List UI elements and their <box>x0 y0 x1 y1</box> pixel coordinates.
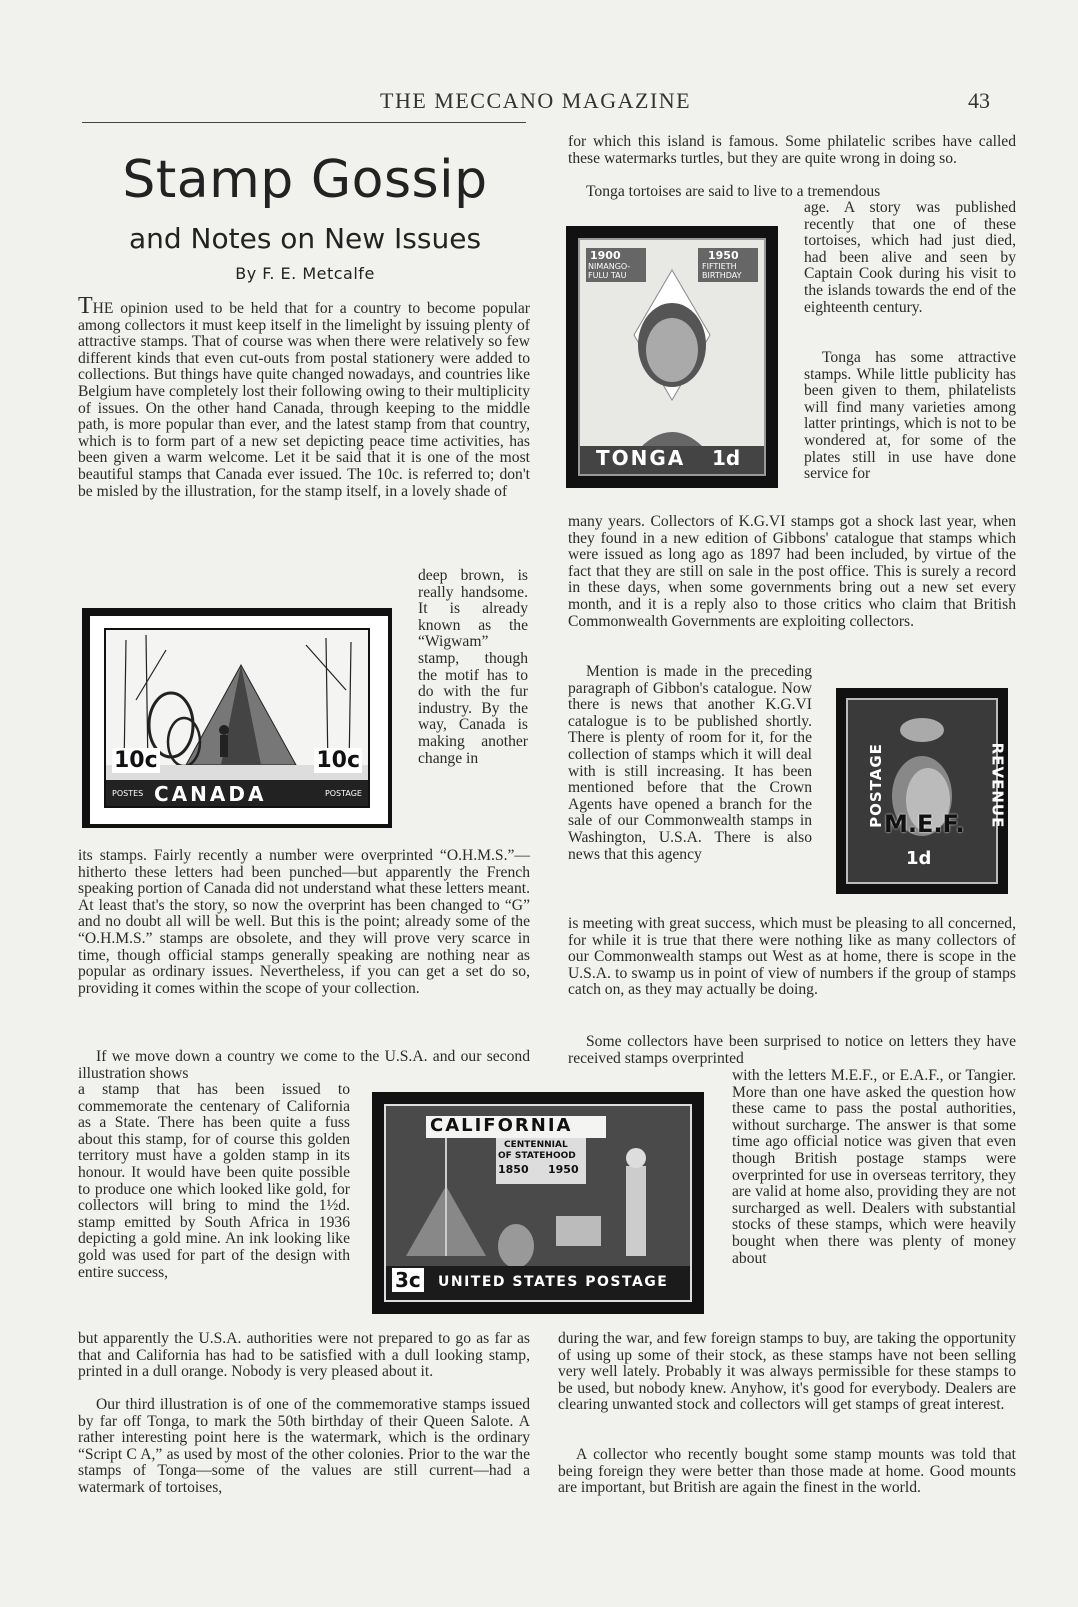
paragraph-usa-intro: If we move down a country we come to the U.S.A. and our second illustration shows <box>78 1048 530 1082</box>
tonga-year-right: 1950 <box>708 249 739 262</box>
california-stamp-image <box>372 1092 704 1314</box>
page-number: 43 <box>968 88 990 113</box>
mef-value: 1d <box>906 848 932 869</box>
paragraph-dealers: during the war, and few foreign stamps to buy, are taking the opportunity of using up some of their stock, as these stamps have not been selling very well lately. Probably it was always permissible for these stamps to be used, but nobody knew. Anyhow, it's good for everybody. Dealers are clearing unwanted stock and collectors will get stamps of great interest. <box>558 1330 1016 1414</box>
paragraph-intro <box>78 293 530 500</box>
tonga-year-left: 1900 <box>590 249 621 262</box>
paragraph-overprint-side: with the letters M.E.F., or E.A.F., or Tangier. More than one have asked the question how these came to pass the postal authorities, without surcharge. The answer is that some time ago official notice was given that even though British postage stamps were overprinted for use in overseas territory, they are valid at home also, providing they are not surcharged as well. Dealers with substantial stocks of these stamps, which were heavily bought when there was plenty of money about <box>732 1067 1016 1267</box>
paragraph-text: HE opinion used to be held that for a country to become popular among collectors it must keep itself in the limelight by issuing plenty of attractive stamps. That of course was when there were relatively so few different kinds that even cut-outs from postal stationery were added to collections. But things have quite changed nowadays, and countries like Belgium have completely lost their following owing to their multiplicity of issues. On the other hand Canada, through keeping to the middle path, is more popular than ever, and the latest stamp from that country, which is to form part of a new set depicting peace time activities, has been given a warm welcome. Let it be said that it is one of the most beautiful stamps that Canada ever issued. The 10c. is referred to; don't be misled by the illustration, for the stamp itself, in a lovely shade of <box>78 300 530 500</box>
paragraph-catalogue-side: Mention is made in the preceding paragraph of Gibbon's catalogue. Now there is news that another K.G.VI catalogue is to be published shortly. There is plenty of room for it, for the collection of stamps which it will deal with is still increasing. It has been mentioned before that the Crown Agents have opened a branch for the sale of our Commonwealth stamps in Washington, U.S.A. There is also news that this agency <box>568 663 812 863</box>
article-title: Stamp Gossip <box>122 150 488 210</box>
paragraph-usa-end: but apparently the U.S.A. authorities were not prepared to go as far as that and California has had to be satisfied with a dull looking stamp, printed in a dull orange. Nobody is very pleased about it. <box>78 1330 530 1381</box>
paragraph-side-canada: deep brown, is really handsome. It is already known as the “Wigwam” stamp, though the motif has to do with the fur industry. By the way, Canada is making another change in <box>418 567 528 767</box>
running-header <box>0 86 1078 126</box>
california-value: 3c <box>392 1268 424 1292</box>
header-rule <box>82 122 526 123</box>
california-title: CALIFORNIA <box>430 1115 573 1136</box>
california-centennial: CENTENNIAL <box>504 1140 568 1150</box>
paragraph-mounts: A collector who recently bought some stamp mounts was told that being foreign they were better than those made at home. Good mounts are important, but British are again the finest in the world. <box>558 1446 1016 1497</box>
paragraph-overprint-start: Some collectors have been surprised to notice on letters they have received stamps overprinted <box>568 1033 1016 1067</box>
paragraph-canada-cont: its stamps. Fairly recently a number were overprinted “O.H.M.S.”—hitherto these letters had been punched—but apparently the French speaking portion of Canada did not understand what these letters meant. At least that's the story, so now the overprint has been changed to “G” and no doubt all will be well. But this is the point; already some of the “O.H.M.S.” stamps are obsolete, and they will prove very scarce in time, though official stamps generally speaking are nothing near as popular as ordinary issues. Nevertheless, if you can get a set do so, providing it comes within the scope of your collection. <box>78 847 530 997</box>
canada-stamp-image <box>82 608 392 828</box>
paragraph-usa-side: a stamp that has been issued to commemorate the centenary of California as a State. There has been quite a fuss about this stamp, for of course this golden territory must have a golden stamp in its honour. It would have been quite possible to produce one which looked like gold, for collectors will bring to mind the 1½d. stamp emitted by South Africa in 1936 depicting a gold mine. An ink looking like gold was used for part of the design with entire success, <box>78 1081 350 1281</box>
california-bottom-label: UNITED STATES POSTAGE <box>438 1274 669 1290</box>
stamp-left-word: POSTES <box>112 789 144 798</box>
paragraph-agency: is meeting with great success, which must be pleasing to all concerned, for while it is true that there were nothing like as many collectors of our Commonwealth stamps out West as at home, there is scope in the U.S.A. to swamp us in point of view of numbers if the group of stamps catch on, as they may actually be doing. <box>568 915 1016 999</box>
paragraph-tortoise-side: age. A story was published recently that one of these tortoises, which had just died, had been alive and seen by Captain Cook during his visit to the islands towards the end of the eighteenth century. <box>804 199 1016 316</box>
tonga-country: TONGA <box>596 446 686 470</box>
paragraph-tonga-cont: for which this island is famous. Some philatelic scribes have called these watermarks turtles, but they are quite wrong in doing so. <box>568 133 1016 167</box>
stamp-value-left: 10c <box>114 748 158 773</box>
mef-right-text: REVENUE <box>988 742 1007 829</box>
paragraph-tonga-intro: Our third illustration is of one of the commemorative stamps issued by far off Tonga, to mark the 50th birthday of their Queen Salote. A rather interesting point here is the watermark, which is the ordinary “Script C A,” as used by most of the other colonies. Prior to the war the stamps of Tonga—some of the values are still current—had a watermark of tortoises, <box>78 1396 530 1496</box>
tonga-left-text: NIMANGO-FULU TAU <box>588 262 631 280</box>
byline: By F. E. Metcalfe <box>235 264 375 283</box>
paragraph-kgvi: many years. Collectors of K.G.VI stamps got a shock last year, when they found in a new edition of Gibbons' catalogue that stamps which were issued as long ago as 1897 had been included, by virtue of the fact that they are still on sale in the post office. This is surely a record in these days, when some governments bring out a new set every month, and it is a reply also to those critics who claim that British Commonwealth Governments are exploiting collectors. <box>568 513 1016 630</box>
tonga-value: 1d <box>712 446 741 470</box>
article-subtitle: and Notes on New Issues <box>128 222 482 255</box>
california-year-left: 1850 <box>498 1163 529 1176</box>
drop-cap: T <box>78 293 93 319</box>
california-statehood: OF STATEHOOD <box>498 1151 576 1161</box>
mef-overprint: M.E.F. <box>884 810 965 838</box>
tonga-right-text: FIFTIETH BIRTHDAY <box>702 262 742 280</box>
mef-stamp-image <box>836 688 1008 894</box>
stamp-right-word: POSTAGE <box>324 789 362 798</box>
paragraph-tonga-stamps-side: Tonga has some attractive stamps. While little publicity has been given to them, philatelists will find many varieties among latter printings, which is not to be wondered at, for some of the plates still in use have done service for <box>804 349 1016 483</box>
stamp-country: CANADA <box>154 782 267 806</box>
magazine-title: THE MECCANO MAGAZINE <box>380 88 692 113</box>
tonga-stamp-image <box>566 226 778 488</box>
mef-left-text: POSTAGE <box>866 743 885 828</box>
california-year-right: 1950 <box>548 1163 579 1176</box>
stamp-value-right: 10c <box>316 748 360 773</box>
paragraph-tortoise-start: Tonga tortoises are said to live to a tremendous <box>586 183 881 200</box>
